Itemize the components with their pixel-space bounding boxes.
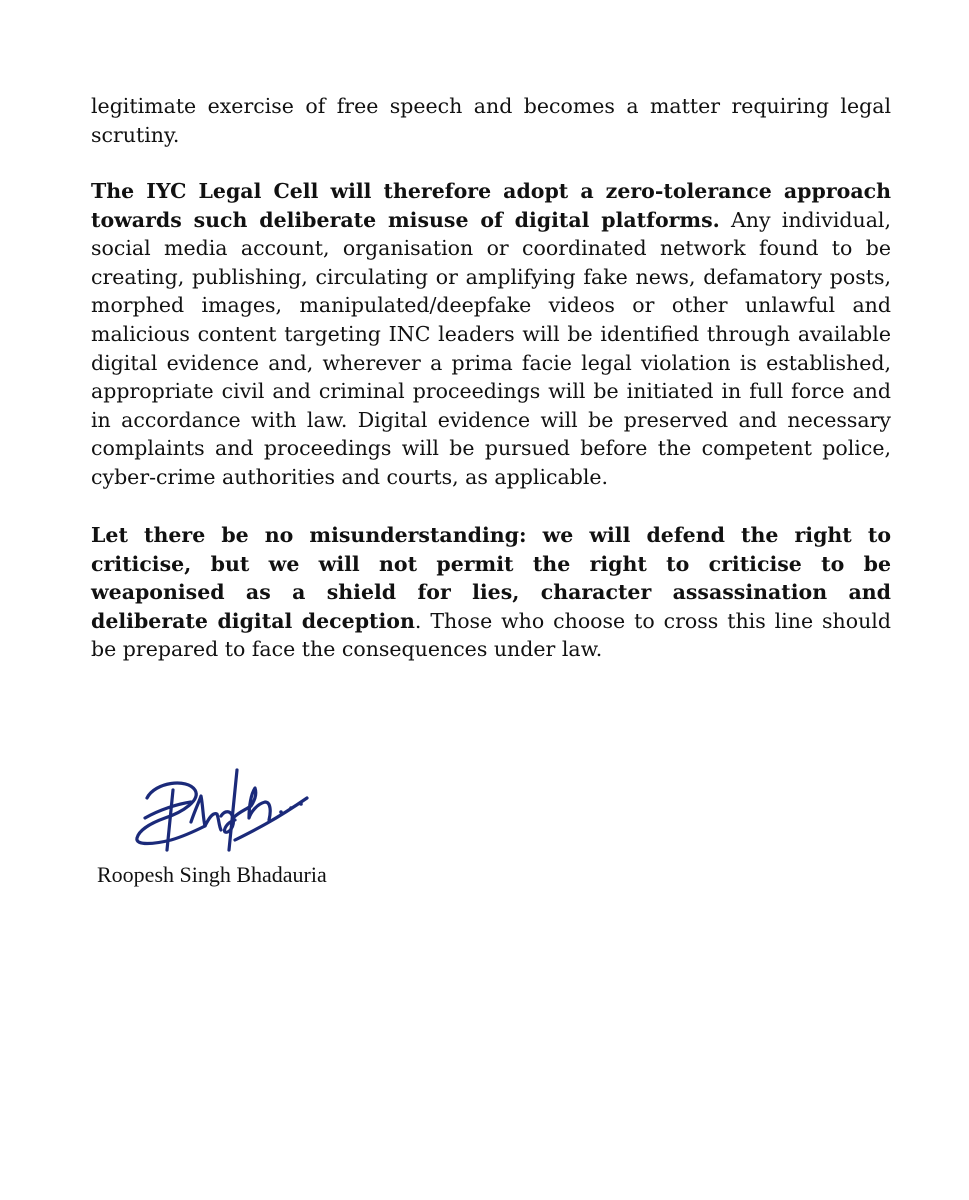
- paragraph-free-speech: [91, 92, 891, 149]
- paragraph-body: Any individual, social media account, organisation or coordinated network found to be creating, publishing, circulating or amplifying fake news, defamatory posts, morphed images, manipulated/deepfake videos or other unlawful and malicious content targeting INC leaders will be identified through available digital evidence and, wherever a prima facie legal violation is established, appropriate civil and criminal proceedings will be initiated in full force and in accordance with law. Digital evidence will be preserved and necessary complaints and proceedings will be pursued before the competent police, cyber-crime authorities and courts, as applicable.: [91, 207, 891, 489]
- paragraph-zero-tolerance: [91, 177, 891, 492]
- paragraph-bold-lead: Let there be no misunderstanding: we will defend the right to criticise, but we will not permit the right to criticise to be weaponised as a shield for lies, character assassination and deliberate digital deception: [91, 523, 891, 633]
- paragraph-bold-lead: The IYC Legal Cell will therefore adopt a zero-tolerance approach towards such deliberate misuse of digital platforms.: [91, 179, 891, 232]
- paragraph-text: legitimate exercise of free speech and becomes a matter requiring legal scrutiny.: [91, 94, 891, 147]
- signatory-name: Roopesh Singh Bhadauria: [97, 862, 327, 887]
- paragraph-body: . Those who choose to cross this line should be prepared to face the consequences under law.: [91, 608, 891, 662]
- signature-icon: [125, 760, 325, 860]
- paragraph-no-misunderstanding: [91, 521, 891, 664]
